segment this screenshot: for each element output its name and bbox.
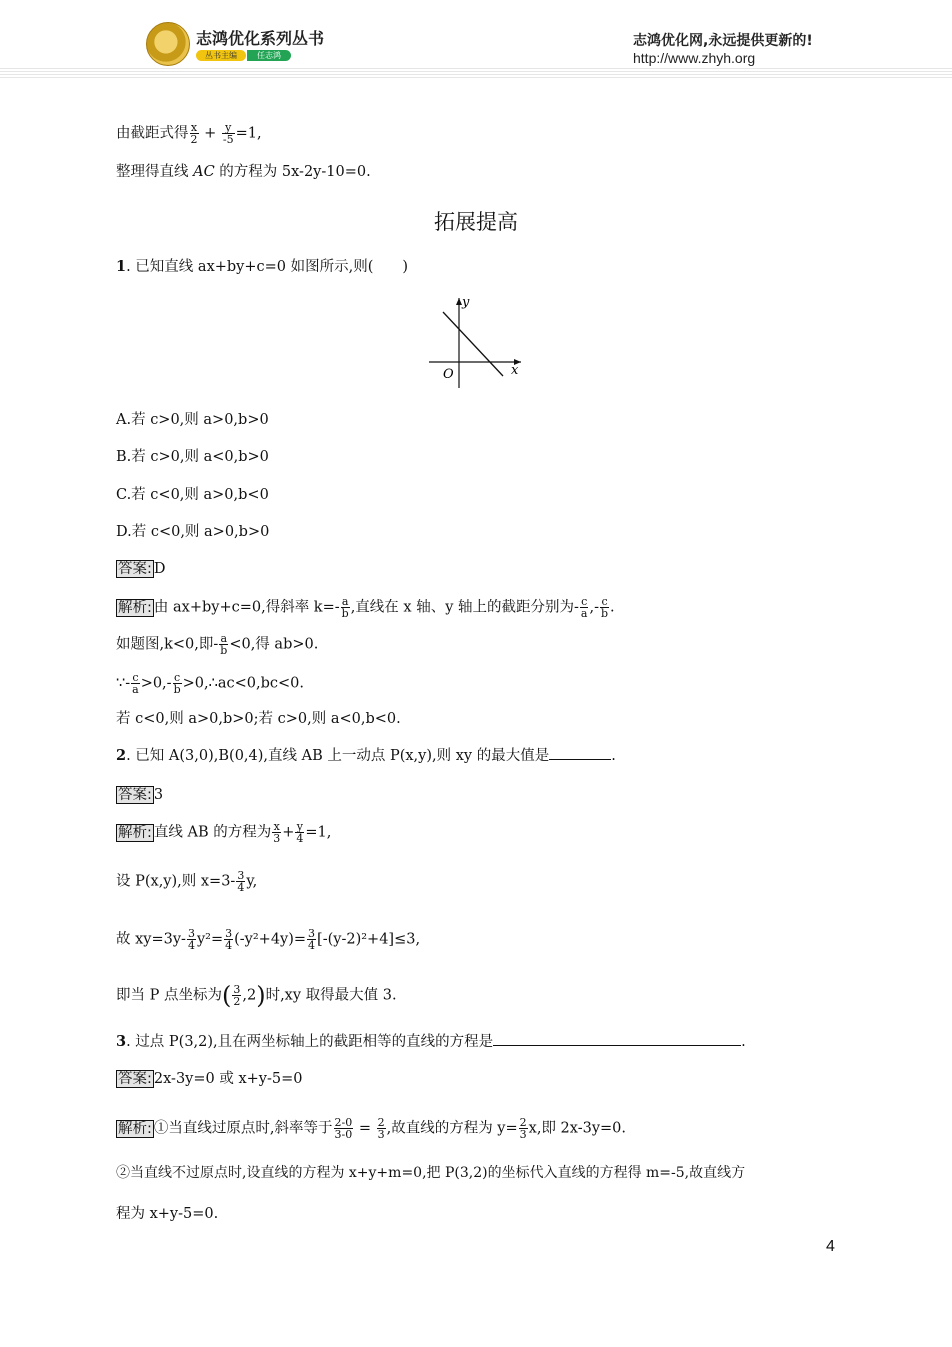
q1-answer: 答案: D xyxy=(118,561,166,577)
page-number: 4 xyxy=(826,1238,835,1255)
origin-label: O xyxy=(443,367,454,382)
header-slogan: 志鸿优化网,永远提供更新的! xyxy=(633,33,813,49)
page-header xyxy=(0,0,952,82)
q1-analysis-3: ∵- $\frac{c}{a}$ >0,- $\frac{c}{b}$ >0,∴ac<0,bc<0. xyxy=(116,671,304,696)
brand-title: 志鸿优化系列丛书 xyxy=(196,29,325,48)
q1-option-d: D.若 c<0,则 a>0,b>0 xyxy=(116,524,270,540)
prev-intercept-line: 由截距式得 $\frac{x}{2}$ + $\frac{y}{-5}$ =1, xyxy=(116,121,262,146)
q1-option-a: A.若 c>0,则 a>0,b>0 xyxy=(116,412,269,428)
analysis-label: 解析: xyxy=(118,599,152,616)
answer-label: 答案: xyxy=(118,561,152,577)
q2-stem: 2. 已知 A(3,0),B(0,4),直线 AB 上一动点 P(x,y),则 xy 的最大值是 . xyxy=(116,747,616,764)
prev-result-line: 整理得直线 AC 的方程为 5x-2y-10=0. xyxy=(116,164,371,180)
q1-stem: 1. 已知直线 ax+by+c=0 如图所示,则( ) xyxy=(116,258,409,275)
editor-tag-name: 任志鸿 xyxy=(247,50,291,61)
analysis-label: 解析: xyxy=(118,1120,152,1137)
q1-figure xyxy=(425,292,525,392)
analysis-label: 解析: xyxy=(118,824,152,841)
q1-option-b: B.若 c>0,则 a<0,b>0 xyxy=(116,449,269,465)
q2-analysis-4: 即当 P 点坐标为( $\frac{3}{2}$ ,2)时,xy 取得最大值 3. xyxy=(116,981,397,1010)
q1-option-c: C.若 c<0,则 a>0,b<0 xyxy=(116,487,269,503)
answer-label: 答案: xyxy=(118,1071,152,1087)
section-title: 拓展提高 xyxy=(434,210,518,234)
q3-analysis-2: ②当直线不过原点时,设直线的方程为 x+y+m=0,把 P(3,2)的坐标代入直线的方程得 m=-5,故直线方 xyxy=(116,1165,746,1181)
q3-stem: 3. 过点 P(3,2),且在两坐标轴上的截距相等的直线的方程是 . xyxy=(116,1033,746,1050)
header-url[interactable]: http://www.zhyh.org xyxy=(633,50,756,66)
answer-label: 答案: xyxy=(118,787,152,803)
y-axis-label: y xyxy=(462,295,470,310)
q3-analysis-3: 程为 x+y-5=0. xyxy=(116,1206,219,1222)
q1-analysis-2: 如题图,k<0,即- $\frac{a}{b}$ <0,得 ab>0. xyxy=(116,632,319,657)
q2-analysis-1: 解析: 直线 AB 的方程为 $\frac{x}{3}$ + $\frac{y}{4}$ =1, xyxy=(118,820,332,845)
q2-analysis-2: 设 P(x,y),则 x=3- $\frac{3}{4}$ y, xyxy=(116,869,258,894)
q1-analysis-4: 若 c<0,则 a>0,b>0;若 c>0,则 a<0,b<0. xyxy=(116,711,401,727)
q2-answer: 答案: 3 xyxy=(118,787,164,803)
q2-analysis-3: 故 xy=3y- $\frac{3}{4}$ y²= $\frac{3}{4}$ (-y²+4y)= $\frac{3}{4}$ [-(y-2)²+4]≤3, xyxy=(116,927,421,952)
x-axis-label: x xyxy=(511,363,519,378)
q2-answer-blank xyxy=(549,747,611,760)
q1-analysis-1: 解析: 由 ax+by+c=0,得斜率 k=- $\frac{a}{b}$ ,直线在 x 轴、y 轴上的截距分别为- $\frac{c}{a}$ ,- $\frac{c}{b}$ . xyxy=(118,595,615,620)
q3-analysis-1: 解析: ①当直线过原点时,斜率等于 $\frac{2-0}{3-0}$ = $\frac{2}{3}$ ,故直线的方程为 y= $\frac{2}{3}$ x,即 2x-3y=0. xyxy=(118,1116,627,1141)
editor-tag-label: 丛书主编 xyxy=(196,50,246,61)
q3-answer: 答案: 2x-3y=0 或 x+y-5=0 xyxy=(118,1071,303,1087)
header-rule xyxy=(0,68,952,78)
publisher-logo xyxy=(146,22,190,66)
q3-answer-blank xyxy=(493,1033,741,1046)
